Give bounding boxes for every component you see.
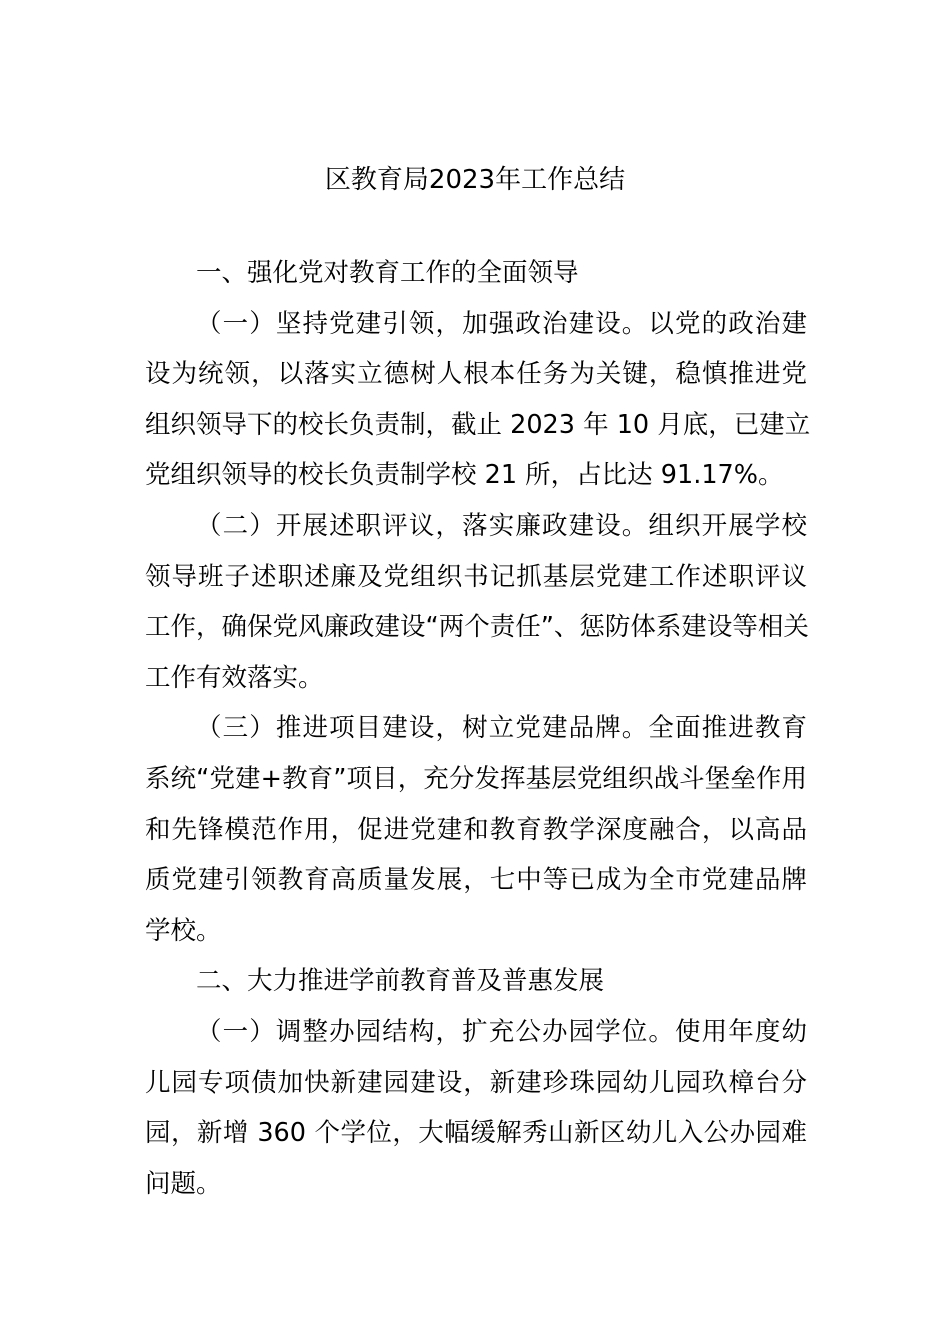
paragraph-line: 工作有效落实。	[145, 662, 324, 693]
paragraph-line: 问题。	[145, 1168, 222, 1199]
paragraph-line: 学校。	[145, 915, 222, 946]
document-body	[145, 248, 811, 1209]
paragraph-line: （一）调整办园结构，扩充公办园学位。使用年度幼	[196, 1016, 807, 1047]
paragraph-line: 领导班子述职述廉及党组织书记抓基层党建工作述职评议	[145, 561, 807, 592]
paragraph-line: 党组织领导的校长负责制学校 21 所，占比达 91.17%。	[145, 460, 784, 491]
paragraph-line: 儿园专项债加快新建园建设，新建珍珠园幼儿园玖樟台分	[145, 1067, 807, 1098]
paragraph-line: （二）开展述职评议，落实廉政建设。组织开展学校	[196, 510, 807, 541]
section-heading: 二、大力推进学前教育普及普惠发展	[196, 966, 605, 997]
document-title: 区教育局2023年工作总结	[324, 165, 626, 195]
paragraph	[145, 1007, 807, 1209]
paragraph	[145, 703, 807, 956]
paragraph-line: 质党建引领教育高质量发展，七中等已成为全市党建品牌	[145, 865, 807, 896]
paragraph-line: 组织领导下的校长负责制，截止 2023 年 10 月底，已建立	[145, 409, 811, 440]
paragraph-line: 园，新增 360 个学位，大幅缓解秀山新区幼儿入公办园难	[145, 1118, 807, 1149]
paragraph-line: （一）坚持党建引领，加强政治建设。以党的政治建	[196, 308, 807, 339]
paragraph-line: 工作，确保党风廉政建设“两个责任”、惩防体系建设等相关	[145, 612, 809, 643]
paragraph-line: 和先锋模范作用，促进党建和教育教学深度融合，以高品	[145, 814, 807, 845]
paragraph-line: （三）推进项目建设，树立党建品牌。全面推进教育	[196, 713, 807, 744]
paragraph	[145, 501, 807, 703]
paragraph-line: 设为统领，以落实立德树人根本任务为关键，稳慎推进党	[145, 359, 807, 390]
section-heading: 一、强化党对教育工作的全面领导	[196, 258, 579, 288]
paragraph-line: 系统“党建+教育”项目，充分发挥基层党组织战斗堡垒作用	[145, 763, 807, 794]
paragraph	[145, 299, 811, 501]
